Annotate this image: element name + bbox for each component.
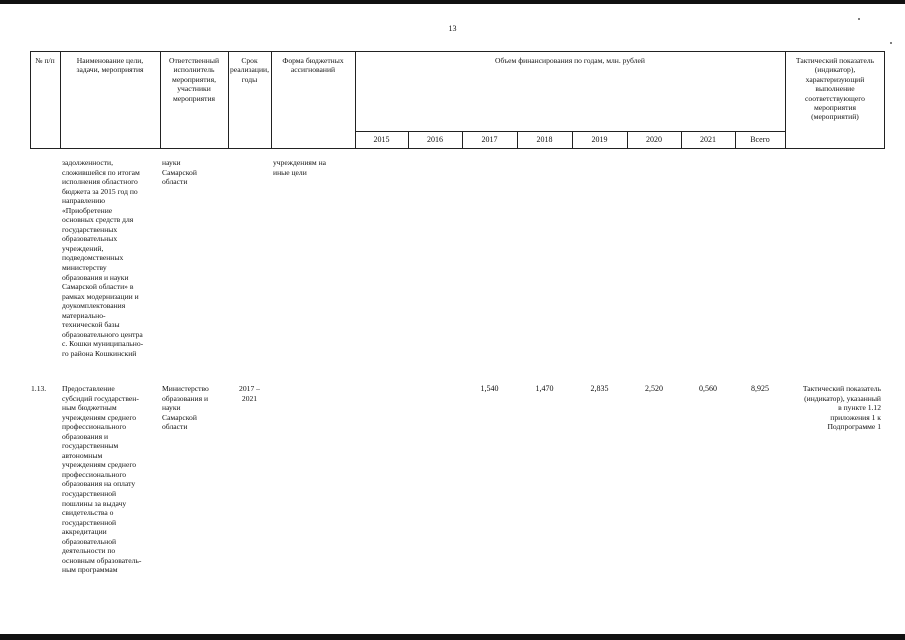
header-indicator-line: соответствующего [805,93,865,103]
year-2018: 2018 [536,135,553,144]
header-term-line: годы [241,74,258,84]
text-line: Тактический показатель [802,384,881,393]
row-113-2017: 1,540 [480,384,499,393]
header-name-line: Наименование цели, [76,56,144,65]
text-line: профессионального [62,469,127,479]
years-divider-line [355,131,785,132]
header-indicator-line: (мероприятий) [811,112,859,122]
header-responsible [160,56,228,103]
row-113-2018: 1,470 [535,384,554,393]
text-line: образовательных [62,234,118,244]
header-term-line: реализации, [229,65,269,75]
header-responsible-line: мероприятия [172,93,216,103]
text-line: пошлины за выдачу [62,498,127,508]
text-line: учреждениям среднего [62,460,137,470]
text-line: основных средств для [62,215,134,225]
text-line: с. Кошки муниципально- [62,339,144,349]
year-2021: 2021 [700,135,716,144]
header-responsible-line: Ответственный [168,56,220,65]
text-line: Самарской [162,167,197,177]
prev-row-form [273,158,326,177]
row-113-total: 8,925 [751,384,769,393]
row-113-name [62,384,141,575]
year-2020: 2020 [646,135,662,144]
text-line: аккредитации [62,527,107,537]
text-line: (индикатор), указанный [804,393,881,403]
top-border [0,0,905,4]
text-line: Министерство [162,384,209,393]
header-form [271,56,355,75]
text-line: приложения 1 к [830,412,881,422]
year-2017: 2017 [481,135,498,144]
text-line: образовательной [62,536,117,546]
text-line: «Приобретение [62,205,113,215]
text-line: Предоставление [62,384,115,393]
text-line: образования на оплату [62,479,136,489]
prev-row-responsible [162,158,197,187]
scan-speck [858,18,860,20]
header-indicator-line: Тактический показатель [795,56,875,65]
year-2016: 2016 [427,135,443,144]
text-line: доукомплектования [62,301,126,311]
text-line: учреждениям среднего [62,412,137,422]
row-113-2020: 2,520 [645,384,663,393]
text-line: образовательного центра [62,329,143,339]
text-line: профессионального [62,422,127,432]
header-indicator-line: мероприятия [813,103,857,113]
text-line: ным бюджетным [62,403,117,413]
text-line: государственной [62,517,117,527]
text-line: свидетельства о [62,508,114,518]
row-113-term [228,384,271,403]
text-line: рамках модернизации и [62,291,139,301]
header-term-line: Срок [241,56,258,65]
header-bottom-line [30,148,885,149]
text-line: науки [162,158,181,167]
bottom-border [0,634,905,640]
text-line: иные цели [273,167,307,177]
text-line: субсидий государствен- [62,393,139,403]
row-113-2019: 2,835 [590,384,609,393]
text-line: сложившейся по итогам [62,167,140,177]
row-113-2021: 0,560 [699,384,717,393]
text-line: направлению [62,196,106,206]
year-2019: 2019 [591,135,608,144]
table-header [30,51,885,149]
header-responsible-line: исполнитель [173,65,215,75]
text-line: технической базы [62,320,120,330]
text-line: основным образователь- [62,555,142,565]
text-line: области [162,177,188,187]
row-113-indicator [785,384,881,432]
text-line: ным программам [62,565,118,575]
row-113-responsible [162,384,209,432]
text-line: материально- [62,310,106,320]
row-113-num: 1.13. [31,384,47,393]
header-num: № п/п [35,56,55,65]
year-total: Всего [750,135,770,144]
header-name-line: задачи, мероприятия [76,65,144,75]
page-number: 13 [448,24,457,33]
text-line: государственным [62,441,119,451]
text-line: 2021 [241,393,258,403]
text-line: бюджета за 2015 год по [62,186,138,196]
text-line: области [162,422,188,432]
text-line: автономным [62,450,103,460]
text-line: учреждений, [62,243,104,253]
header-indicator-line: выполнение [815,84,855,94]
year-2015: 2015 [373,135,390,144]
text-line: государственных [62,224,118,234]
text-line: государственной [62,489,117,499]
text-line: 2017 – [239,384,260,393]
text-line: задолженности, [62,158,114,167]
header-responsible-line: мероприятия, [172,74,216,84]
text-line: Самарской области» в [62,282,134,292]
text-line: министерству [62,263,107,273]
text-line: в пункте 1.12 [838,403,881,413]
grid-line [30,51,31,149]
text-line: деятельности по [62,546,116,556]
text-line: науки [162,403,181,413]
header-name [60,56,160,75]
text-line: подведомственных [62,253,124,263]
header-top-line [30,51,885,52]
header-form-line: ассигнований [290,65,336,75]
header-term [228,56,271,84]
text-line: учреждениям на [273,158,327,167]
scan-speck [890,42,892,44]
text-line: образования и [62,431,109,441]
header-indicator-line: характеризующий [805,74,865,84]
prev-row-name [62,158,143,358]
text-line: Подпрограмме 1 [827,422,881,432]
header-indicator [785,56,885,122]
header-responsible-line: участники [177,84,211,94]
text-line: Самарской [162,412,197,422]
header-form-line: Форма бюджетных [282,56,344,65]
text-line: го района Кошкинский [62,348,137,358]
text-line: образования и [162,393,209,403]
header-indicator-line: (индикатор), [814,65,856,75]
text-line: образования и науки [62,272,129,282]
text-line: исполнения областного [62,177,138,187]
header-funding: Объем финансирования по годам, млн. рублей [495,56,645,65]
